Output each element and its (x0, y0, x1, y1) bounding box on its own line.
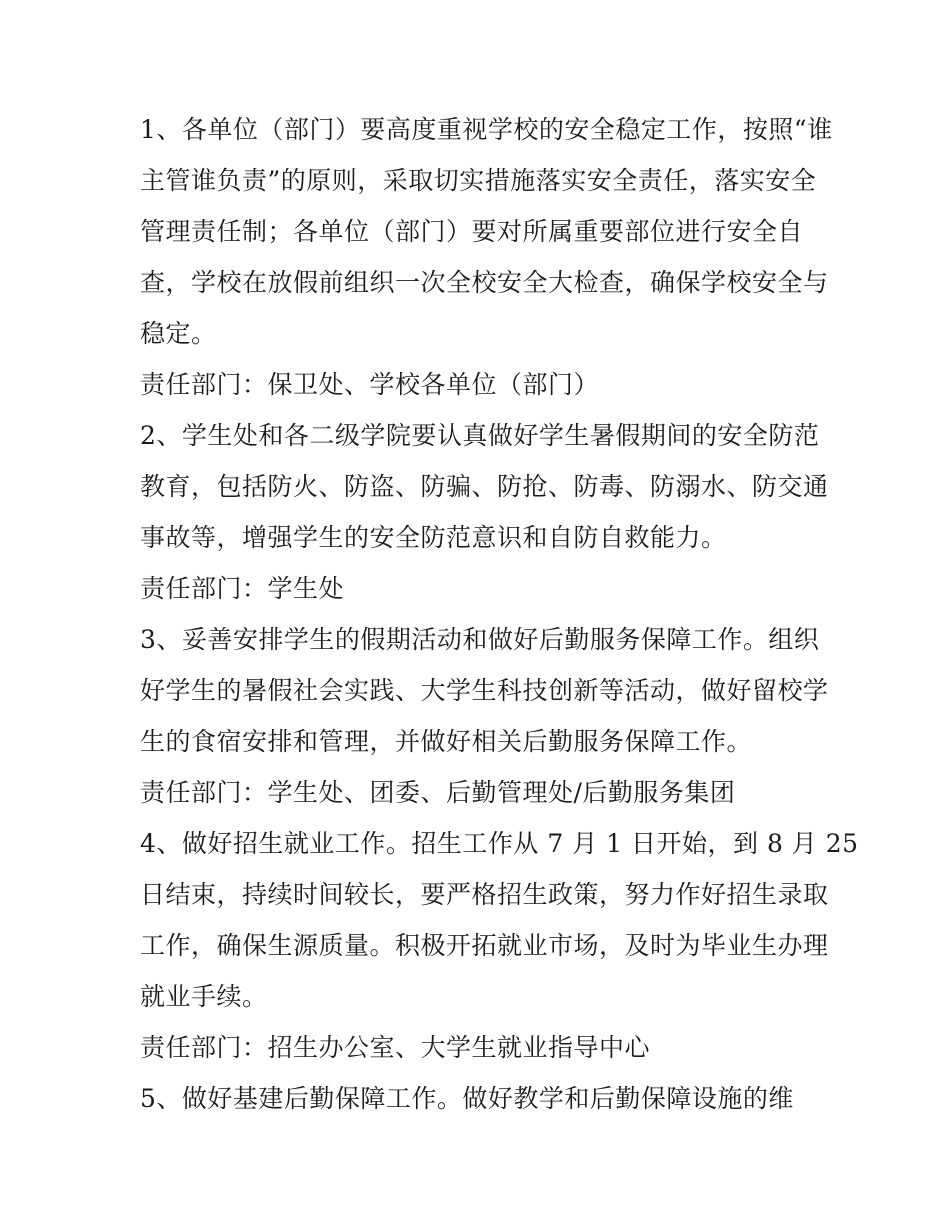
item-2-responsible-dept: 责任部门：学生处 (140, 574, 345, 603)
item-1-line-1: 1、各单位（部门）要高度重视学校的安全稳定工作，按照“谁 (140, 115, 833, 144)
item-2-line-3: 事故等，增强学生的安全防范意识和自防自救能力。 (140, 523, 727, 552)
item-1-line-3: 管理责任制；各单位（部门）要对所属重要部位进行安全自 (140, 217, 804, 246)
document-body (140, 104, 859, 1124)
item-2-line-1: 2、学生处和各二级学院要认真做好学生暑假期间的安全防范 (140, 421, 820, 450)
item-4-line-4: 就业手续。 (140, 982, 268, 1011)
item-4-line-3: 工作，确保生源质量。积极开拓就业市场，及时为毕业生办理 (140, 931, 829, 960)
item-4-line-1: 4、做好招生就业工作。招生工作从 7 月 1 日开始，到 8 月 25 (140, 829, 859, 858)
item-3-line-1: 3、妥善安排学生的假期活动和做好后勤服务保障工作。组织 (140, 625, 820, 654)
item-1-line-5: 稳定。 (140, 319, 217, 348)
item-3-line-2: 好学生的暑假社会实践、大学生科技创新等活动，做好留校学 (140, 676, 829, 705)
item-3-responsible-dept: 责任部门：学生处、团委、后勤管理处/后勤服务集团 (140, 778, 736, 807)
item-1-responsible-dept: 责任部门：保卫处、学校各单位（部门） (140, 370, 600, 399)
item-4-line-2: 日结束，持续时间较长，要严格招生政策，努力作好招生录取 (140, 880, 829, 909)
item-3-line-3: 生的食宿安排和管理，并做好相关后勤服务保障工作。 (140, 727, 753, 756)
item-5-line-1: 5、做好基建后勤保障工作。做好教学和后勤保障设施的维 (140, 1084, 794, 1113)
item-2-line-2: 教育，包括防火、防盗、防骗、防抢、防毒、防溺水、防交通 (140, 472, 829, 501)
item-1-line-2: 主管谁负责”的原则，采取切实措施落实安全责任，落实安全 (140, 166, 817, 195)
item-4-responsible-dept: 责任部门：招生办公室、大学生就业指导中心 (140, 1033, 651, 1062)
item-1-line-4: 查，学校在放假前组织一次全校安全大检查，确保学校安全与 (140, 268, 829, 297)
